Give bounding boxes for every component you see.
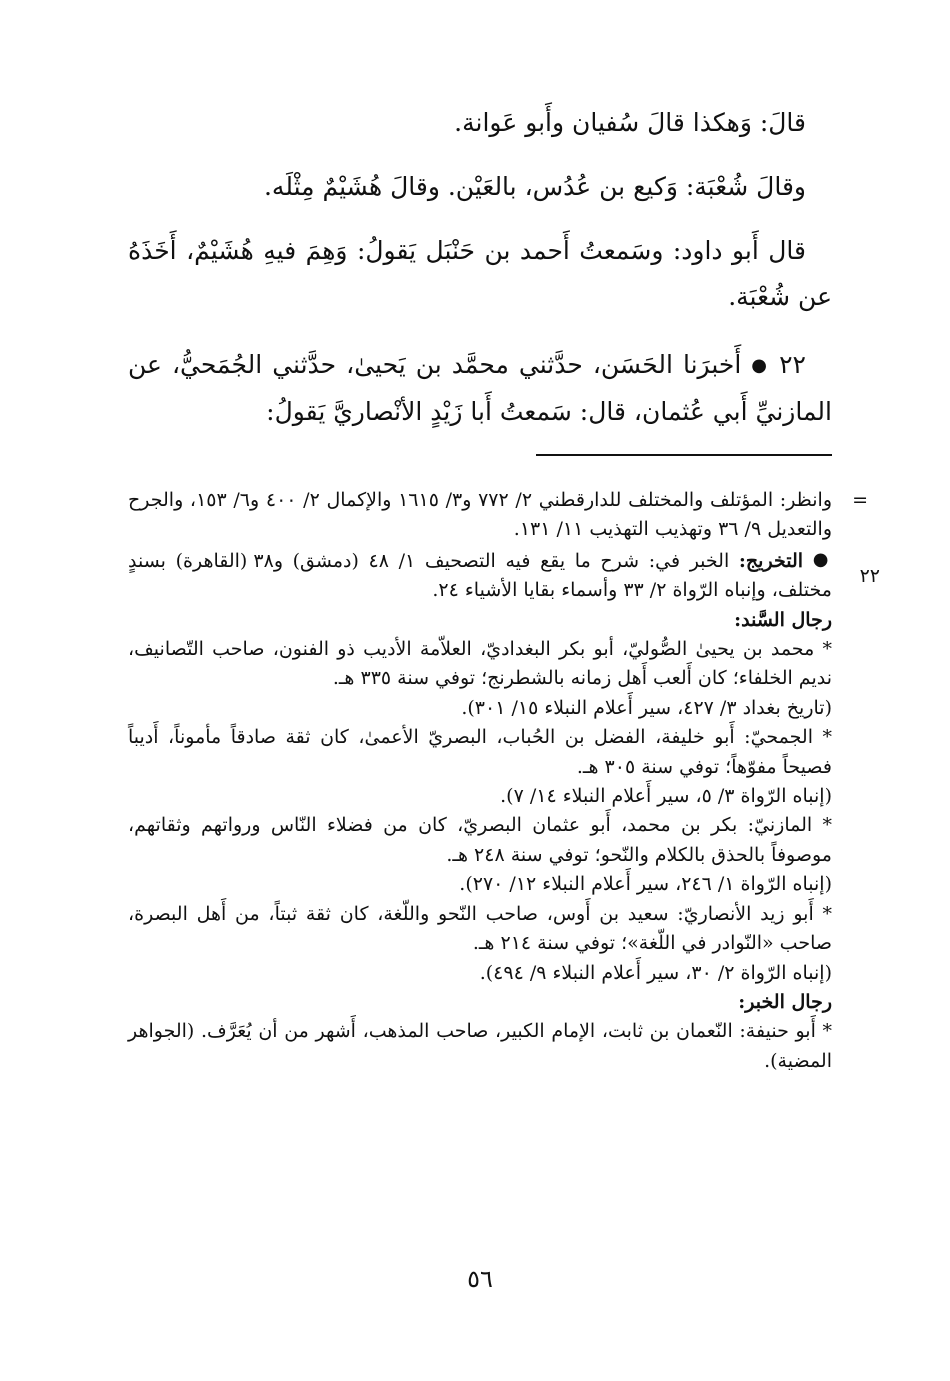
bullet-icon: ● [812, 548, 833, 570]
narrator-1: * محمد بن يحيىٰ الصُّوليّ، أبو بكر البغداديّ، العلاّمة الأديب ذو الفنون، صاحب التّصانيف، نديم الخلفاء؛ كان أَلعب أَهل زمانه بالشطرنج؛ توفي سنة ٣٣٥ هـ. [128, 638, 832, 690]
sanad-heading: رجال السَّند: [734, 608, 832, 631]
narrator-5: * أَبو حنيفة: النّعمان بن ثابت، الإمام الكبير، صاحب المذهب، أَشهر من أن يُعَرَّف. (الجواهر المضية). [128, 1020, 832, 1072]
narrator-4-refs: (إنباه الرّواة ٢/ ٣٠، سير أَعلام النبلاء ٩/ ٤٩٤). [479, 961, 832, 984]
narrator-1-refs: (تاريخ بغداد ٣/ ٤٢٧، سير أَعلام النبلاء ١٥/ ٣٠١). [461, 696, 832, 719]
narrator-2: * الجمحيّ: أَبو خليفة، الفضل بن الحُباب، البصريّ الأعمىٰ، كان ثقة صادقاً مأموناً، أَديباً فصيحاً مفوّهاً؛ توفي سنة ٣٠٥ هـ. [128, 726, 832, 778]
footnote-divider [536, 454, 832, 456]
main-text [128, 100, 832, 435]
narrator-2-refs: (إنباه الرّواة ٣/ ٥، سير أَعلام النبلاء ١٤/ ٧). [500, 785, 832, 808]
takhrij-paragraph [128, 545, 832, 606]
khabar-heading: رجال الخبر: [738, 990, 832, 1013]
main-line-2: وقالَ شُعْبَة: وَكيع بن عُدُس، بالعَيْن. وقالَ هُشَيْمٌ مِثْلَه. [263, 172, 806, 201]
main-line-3: قال أَبو داود: وسَمعتُ أَحمد بن حَنْبَل يَقولُ: وَهِمَ فيهِ هُشَيْمٌ، أَخَذَهُ عن شُعْبَة. [128, 236, 832, 311]
hadith-text: أَخبرَنا الحَسَن، حدَّثني محمَّد بن يَحيىٰ، حدَّثني الجُمَحيُّ، عن المازنيِّ أَبي عُثمان، قال: سَمعتُ أَبا زَيْدٍ الأنْصاريَّ يَقولُ: [128, 350, 832, 426]
takhrij-text: الخبر في: شرح ما يقع فيه التصحيف ١/ ٤٨ (دمشق) و٣٨ (القاهرة) بسندٍ مختلف، وإنباه الرّواة ٢/ ٣٣ وأسماء بقايا الأشياء ٢٤. [128, 549, 832, 602]
takhrij-label: التخريج: [738, 549, 804, 572]
bullet-icon: ● [751, 355, 770, 376]
footnote-number: ٢٢ [859, 565, 880, 587]
continuation-marker: = [852, 489, 868, 511]
narrator-3: * المازنيّ: بكر بن محمد، أَبو عثمان البصريّ، كان من فضلاء النّاس ورواتهم وثقاتهم، موصوفاً بالحذق بالكلام والنّحو؛ توفي سنة ٢٤٨ هـ. [128, 814, 832, 866]
hadith-paragraph [128, 342, 832, 435]
narrator-3-refs: (إنباه الرّواة ١/ ٢٤٦، سير أَعلام النبلاء ١٢/ ٢٧٠). [459, 873, 832, 896]
main-line-1: قالَ: وَهكذا قالَ سُفيان وأَبو عَوانة. [454, 108, 806, 137]
footnote-continuation: وانظر: المؤتلف والمختلف للدارقطني ٢/ ٧٧٢ و٣/ ١٦١٥ والإكمال ٢/ ٤٠٠ و٦/ ١٥٣، والجرح والتعديل ٩/ ٣٦ وتهذيب التهذيب ١١/ ١٣١. [128, 489, 833, 541]
narrator-4: * أَبو زيد الأنصاريّ: سعيد بن أَوس، صاحب النّحو واللّغة، كان ثقة ثبتاً، من أَهل البصرة، صاحب «النّوادر في اللّغة»؛ توفي سنة ٢١٤ هـ. [128, 902, 832, 955]
book-page [128, 0, 880, 1381]
page-number: ٥٦ [467, 1265, 493, 1293]
hadith-number: ٢٢ [779, 350, 806, 379]
footnotes [128, 486, 832, 1076]
